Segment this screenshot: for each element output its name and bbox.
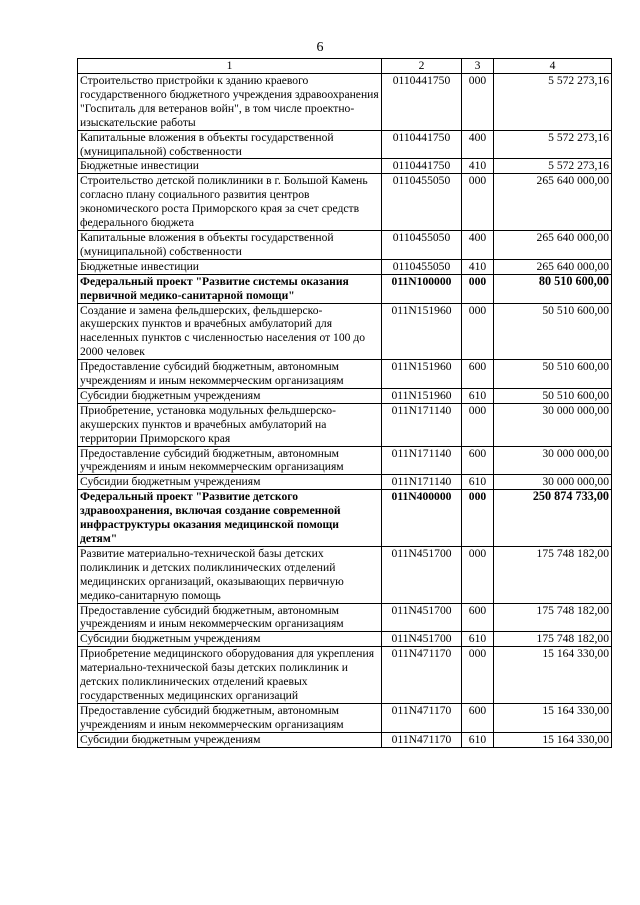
column-header-amount: 4 (494, 59, 612, 74)
row-name-cell: Федеральный проект "Развитие детского здравоохранения, включая создание современной инфраструктуры оказания медицинской помощи детям" (78, 490, 382, 547)
row-amount-cell: 175 748 182,00 (494, 632, 612, 647)
row-amount-cell: 5 572 273,16 (494, 159, 612, 174)
table-row (78, 490, 612, 547)
row-expense-type-cell: 610 (462, 475, 494, 490)
row-expense-type-cell: 610 (462, 632, 494, 647)
row-expense-type-cell: 610 (462, 388, 494, 403)
row-amount-cell: 175 748 182,00 (494, 603, 612, 632)
row-code-cell: 011N151960 (382, 388, 462, 403)
row-expense-type-cell: 000 (462, 403, 494, 446)
row-code-cell: 0110455050 (382, 259, 462, 274)
table-row (78, 603, 612, 632)
row-amount-cell: 265 640 000,00 (494, 259, 612, 274)
table-row (78, 74, 612, 131)
row-amount-cell: 5 572 273,16 (494, 130, 612, 159)
row-code-cell: 011N451700 (382, 632, 462, 647)
row-expense-type-cell: 410 (462, 259, 494, 274)
row-amount-cell: 80 510 600,00 (494, 274, 612, 303)
row-name-cell: Приобретение медицинского оборудования для укрепления материально-технической базы детских поликлиник и детских поликлинических отделений краевых государственных медицинских организаций (78, 647, 382, 704)
row-code-cell: 011N151960 (382, 303, 462, 360)
row-code-cell: 011N171140 (382, 475, 462, 490)
row-name-cell: Предоставление субсидий бюджетным, автономным учреждениям и иным некоммерческим организациям (78, 360, 382, 389)
table-row (78, 230, 612, 259)
row-name-cell: Капитальные вложения в объекты государственной (муниципальной) собственности (78, 130, 382, 159)
row-expense-type-cell: 600 (462, 446, 494, 475)
row-expense-type-cell: 400 (462, 230, 494, 259)
row-code-cell: 0110441750 (382, 130, 462, 159)
row-amount-cell: 5 572 273,16 (494, 74, 612, 131)
row-code-cell: 011N171140 (382, 446, 462, 475)
row-amount-cell: 50 510 600,00 (494, 360, 612, 389)
column-header-name: 1 (78, 59, 382, 74)
table-row (78, 274, 612, 303)
table-row (78, 647, 612, 704)
row-amount-cell: 15 164 330,00 (494, 732, 612, 747)
row-amount-cell: 50 510 600,00 (494, 303, 612, 360)
row-code-cell: 0110441750 (382, 159, 462, 174)
row-expense-type-cell: 000 (462, 546, 494, 603)
row-expense-type-cell: 600 (462, 703, 494, 732)
row-name-cell: Строительство пристройки к зданию краевого государственного бюджетного учреждения здравоохранения "Госпиталь для ветеранов войн", в том числе проектно-изыскательские работы (78, 74, 382, 131)
row-name-cell: Субсидии бюджетным учреждениям (78, 632, 382, 647)
budget-table (77, 58, 612, 748)
table-header-row (78, 59, 612, 74)
row-expense-type-cell: 000 (462, 647, 494, 704)
row-code-cell: 0110455050 (382, 174, 462, 231)
row-name-cell: Приобретение, установка модульных фельдшерско-акушерских пунктов и врачебных амбулаторий на территории Приморского края (78, 403, 382, 446)
row-name-cell: Капитальные вложения в объекты государственной (муниципальной) собственности (78, 230, 382, 259)
row-code-cell: 011N451700 (382, 603, 462, 632)
row-code-cell: 011N100000 (382, 274, 462, 303)
table-row (78, 403, 612, 446)
row-name-cell: Субсидии бюджетным учреждениям (78, 388, 382, 403)
row-name-cell: Бюджетные инвестиции (78, 159, 382, 174)
row-amount-cell: 175 748 182,00 (494, 546, 612, 603)
table-row (78, 130, 612, 159)
table-row (78, 475, 612, 490)
row-amount-cell: 15 164 330,00 (494, 647, 612, 704)
table-row (78, 259, 612, 274)
row-name-cell: Предоставление субсидий бюджетным, автономным учреждениям и иным некоммерческим организациям (78, 446, 382, 475)
table-row (78, 703, 612, 732)
row-code-cell: 011N400000 (382, 490, 462, 547)
row-name-cell: Развитие материально-технической базы детских поликлиник и детских поликлинических отделений медицинских организаций, оказывающих первичную медико-санитарную помощь (78, 546, 382, 603)
row-code-cell: 0110455050 (382, 230, 462, 259)
table-row (78, 360, 612, 389)
row-amount-cell: 265 640 000,00 (494, 174, 612, 231)
table-row (78, 174, 612, 231)
row-name-cell: Субсидии бюджетным учреждениям (78, 732, 382, 747)
row-expense-type-cell: 610 (462, 732, 494, 747)
table-row (78, 303, 612, 360)
row-expense-type-cell: 000 (462, 490, 494, 547)
row-name-cell: Бюджетные инвестиции (78, 259, 382, 274)
row-expense-type-cell: 000 (462, 74, 494, 131)
row-expense-type-cell: 400 (462, 130, 494, 159)
row-expense-type-cell: 600 (462, 360, 494, 389)
row-expense-type-cell: 000 (462, 174, 494, 231)
table-row (78, 732, 612, 747)
row-expense-type-cell: 000 (462, 303, 494, 360)
row-code-cell: 011N471170 (382, 732, 462, 747)
row-name-cell: Предоставление субсидий бюджетным, автономным учреждениям и иным некоммерческим организациям (78, 703, 382, 732)
row-expense-type-cell: 600 (462, 603, 494, 632)
row-name-cell: Субсидии бюджетным учреждениям (78, 475, 382, 490)
row-code-cell: 011N151960 (382, 360, 462, 389)
row-expense-type-cell: 410 (462, 159, 494, 174)
row-amount-cell: 30 000 000,00 (494, 475, 612, 490)
table-row (78, 546, 612, 603)
row-amount-cell: 265 640 000,00 (494, 230, 612, 259)
row-name-cell: Строительство детской поликлиники в г. Большой Камень согласно плану социального развития центров экономического роста Приморского края за счет средств федерального бюджета (78, 174, 382, 231)
row-name-cell: Создание и замена фельдшерских, фельдшерско-акушерских пунктов и врачебных амбулаторий для населенных пунктов с численностью населения от 100 до 2000 человек (78, 303, 382, 360)
row-amount-cell: 30 000 000,00 (494, 403, 612, 446)
page-number: 6 (316, 40, 324, 55)
table-row (78, 446, 612, 475)
row-code-cell: 011N171140 (382, 403, 462, 446)
row-expense-type-cell: 000 (462, 274, 494, 303)
row-code-cell: 011N471170 (382, 703, 462, 732)
row-name-cell: Федеральный проект "Развитие системы оказания первичной медико-санитарной помощи" (78, 274, 382, 303)
row-name-cell: Предоставление субсидий бюджетным, автономным учреждениям и иным некоммерческим организациям (78, 603, 382, 632)
table-row (78, 388, 612, 403)
row-code-cell: 011N471170 (382, 647, 462, 704)
row-amount-cell: 50 510 600,00 (494, 388, 612, 403)
row-amount-cell: 15 164 330,00 (494, 703, 612, 732)
table-row (78, 159, 612, 174)
column-header-code: 2 (382, 59, 462, 74)
row-amount-cell: 250 874 733,00 (494, 490, 612, 547)
row-code-cell: 0110441750 (382, 74, 462, 131)
row-amount-cell: 30 000 000,00 (494, 446, 612, 475)
column-header-expense-type: 3 (462, 59, 494, 74)
row-code-cell: 011N451700 (382, 546, 462, 603)
table-row (78, 632, 612, 647)
